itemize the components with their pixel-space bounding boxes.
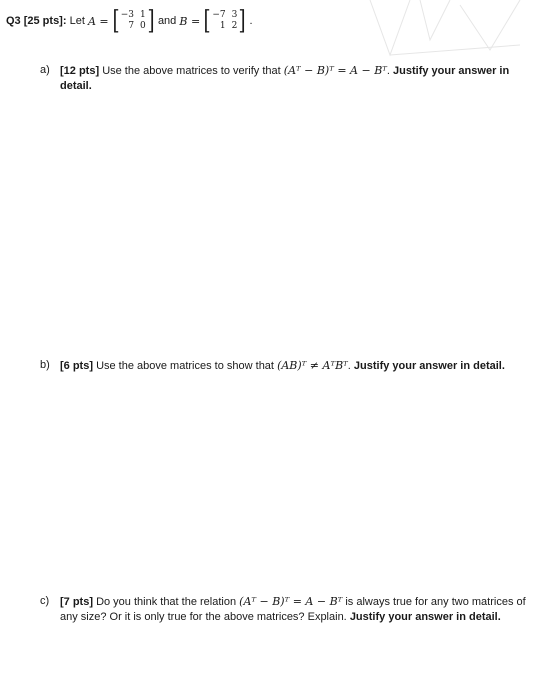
- matrix-b-cell: −7: [212, 10, 226, 20]
- part-c: [40, 594, 540, 625]
- part-text: Use the above matrices to show that: [96, 360, 274, 372]
- matrix-a-cell: 0: [140, 21, 146, 31]
- part-points: [7 pts]: [60, 596, 93, 608]
- matrix-a-cell: −3: [120, 10, 135, 20]
- part-label: b): [40, 359, 50, 371]
- part-text-2: is always true for any two matrices of any size? Or it is only true for the above matrices? Explain.: [60, 596, 526, 623]
- part-formula: (Aᵀ − B)ᵀ = A − Bᵀ: [283, 64, 387, 77]
- question-label: Q3 [25 pts]:: [6, 15, 67, 27]
- matrix-a-grid: [121, 10, 146, 32]
- matrix-a-cell: 1: [140, 10, 146, 20]
- part-label: c): [40, 595, 50, 607]
- watermark-decoration: [330, 0, 557, 60]
- part-label: a): [40, 64, 50, 76]
- matrix-a-cell: 7: [128, 21, 135, 31]
- matrix-b-grid: [212, 10, 237, 32]
- part-b: [40, 358, 540, 374]
- let-text: Let: [69, 15, 85, 27]
- matrix-a-name: A =: [87, 14, 109, 28]
- part-end: .: [347, 360, 351, 372]
- matrix-b-name: B =: [179, 14, 201, 28]
- part-formula: (Aᵀ − B)ᵀ = A − Bᵀ: [239, 595, 343, 608]
- question-header: [6, 8, 253, 34]
- part-formula: (AB)ᵀ ≠ AᵀBᵀ: [277, 359, 348, 372]
- part-text: Do you think that the relation: [96, 596, 237, 608]
- end-punct: .: [249, 15, 253, 27]
- matrix-b: [202, 8, 247, 34]
- and-text: and: [157, 15, 177, 27]
- part-emphasis: Justify your answer in detail.: [349, 611, 501, 623]
- part-emphasis: Justify your answer in detail.: [60, 65, 510, 92]
- part-text: Use the above matrices to verify that: [102, 65, 281, 77]
- part-a: [40, 63, 540, 94]
- matrix-b-cell: 1: [219, 21, 226, 31]
- part-end: .: [386, 65, 390, 77]
- matrix-b-cell: 2: [231, 21, 238, 31]
- left-bracket: [: [203, 6, 211, 36]
- left-bracket: [: [112, 6, 120, 36]
- part-points: [12 pts]: [60, 65, 100, 77]
- matrix-a: [111, 8, 156, 34]
- right-bracket: ]: [238, 6, 246, 36]
- part-emphasis: Justify your answer in detail.: [353, 360, 505, 372]
- part-points: [6 pts]: [60, 360, 93, 372]
- matrix-b-cell: 3: [231, 10, 238, 20]
- right-bracket: ]: [147, 6, 155, 36]
